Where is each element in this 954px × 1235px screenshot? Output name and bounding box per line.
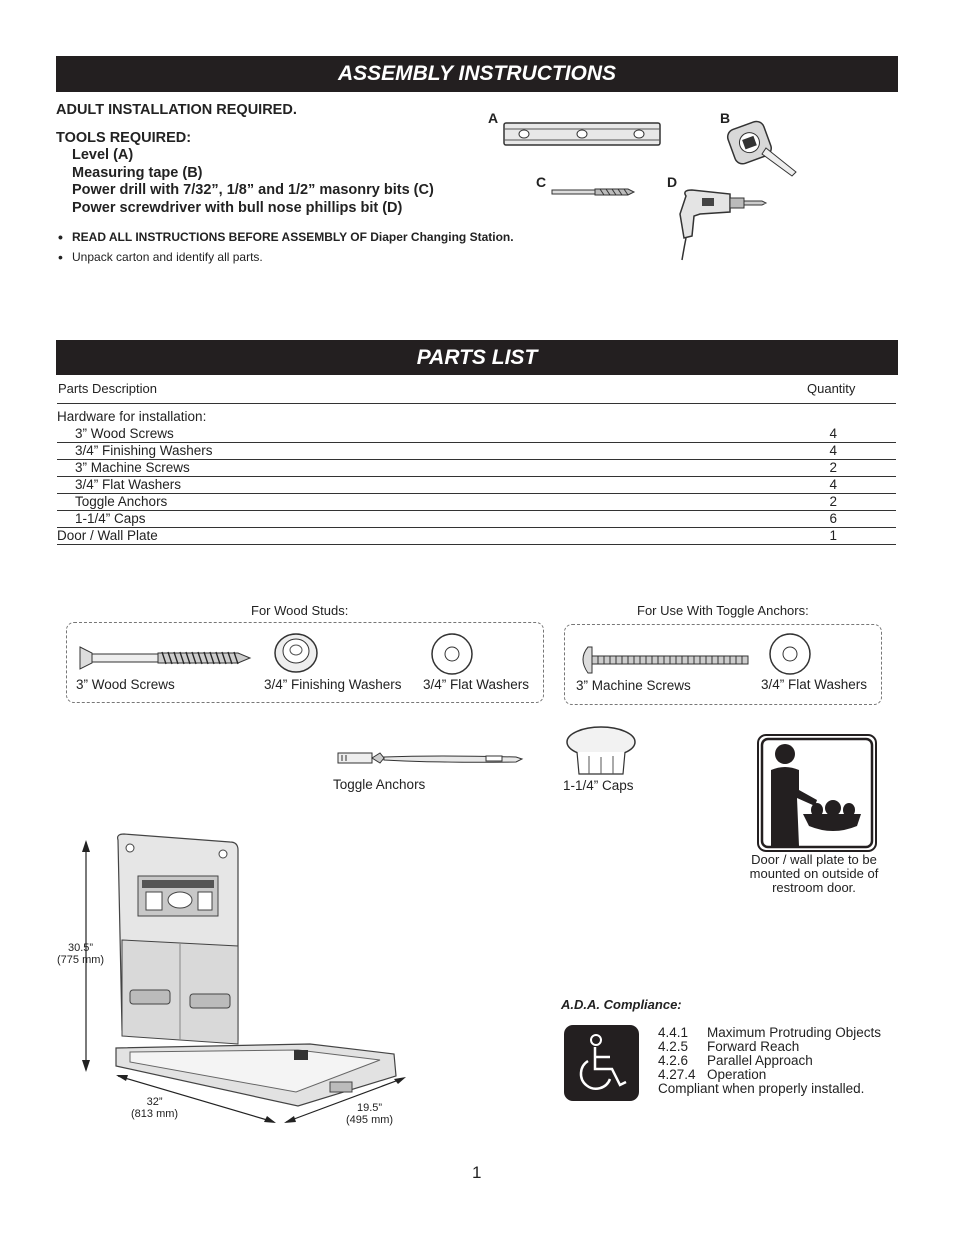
table-row xyxy=(57,460,896,477)
col-header-desc: Parts Description xyxy=(58,381,157,396)
dimension-value: 30.5” xyxy=(67,942,94,954)
table-row xyxy=(57,477,896,494)
part-desc: 3” Machine Screws xyxy=(75,460,190,475)
part-qty: 6 xyxy=(829,511,837,526)
header-rule xyxy=(57,403,896,404)
group-label: Hardware for installation: xyxy=(57,409,207,424)
part-qty: 2 xyxy=(829,460,837,475)
height-dimension-label xyxy=(57,942,104,966)
note-line: Door / wall plate to be xyxy=(751,852,877,867)
toggle-anchors-label: Toggle Anchors xyxy=(333,777,426,792)
ada-item xyxy=(658,1026,881,1040)
machine-screws-label: 3” Machine Screws xyxy=(576,678,691,693)
wall-plate-note xyxy=(744,853,884,895)
drill-bit-icon xyxy=(550,186,635,198)
table-row xyxy=(57,494,896,511)
ada-text: Forward Reach xyxy=(707,1039,800,1054)
adult-notice: ADULT INSTALLATION REQUIRED. xyxy=(56,102,297,118)
parts-group-row xyxy=(57,409,896,425)
dimension-value: (775 mm) xyxy=(57,954,105,966)
tools-list xyxy=(72,147,434,217)
part-qty: 4 xyxy=(829,443,837,458)
ada-text: Parallel Approach xyxy=(707,1053,813,1068)
page-number: 1 xyxy=(472,1163,482,1182)
part-desc: 3/4” Finishing Washers xyxy=(75,443,213,458)
power-screwdriver-icon xyxy=(672,186,772,264)
tool-letter-d: D xyxy=(667,174,678,190)
instruction-bullet xyxy=(60,250,263,264)
part-qty: 4 xyxy=(829,477,837,492)
flat-washer-icon xyxy=(768,633,812,675)
dimension-value: (813 mm) xyxy=(131,1108,179,1120)
parts-title: PARTS LIST xyxy=(416,345,538,369)
tool-letter-a: A xyxy=(488,110,499,126)
part-desc: Door / Wall Plate xyxy=(57,528,158,543)
wood-screw-icon xyxy=(78,645,253,671)
tool-letter-c: C xyxy=(536,174,547,190)
part-qty: 1 xyxy=(829,528,837,543)
tools-header: TOOLS REQUIRED: xyxy=(56,130,192,146)
finishing-washer-icon xyxy=(273,632,319,674)
cap-icon xyxy=(565,726,637,778)
part-desc: 1-1/4” Caps xyxy=(75,511,146,526)
part-qty: 4 xyxy=(829,426,837,441)
measuring-tape-icon xyxy=(726,116,801,178)
note-line: restroom door. xyxy=(772,880,856,895)
dimension-value: (495 mm) xyxy=(346,1114,394,1126)
part-desc: Toggle Anchors xyxy=(75,494,168,509)
level-icon xyxy=(502,120,662,150)
ada-list xyxy=(658,1026,881,1096)
caps-label: 1-1/4” Caps xyxy=(563,778,634,793)
ada-item xyxy=(658,1054,881,1068)
wood-screws-label: 3” Wood Screws xyxy=(76,677,175,692)
flat-washers-label: 3/4” Flat Washers xyxy=(423,677,530,692)
ada-item xyxy=(658,1040,881,1054)
part-desc: 3” Wood Screws xyxy=(75,426,174,441)
table-row xyxy=(57,426,896,443)
col-header-qty: Quantity xyxy=(807,381,856,396)
ada-note: Compliant when properly installed. xyxy=(658,1081,865,1096)
tool-item: Power drill with 7/32”, 1/8” and 1/2” masonry bits (C) xyxy=(72,182,434,198)
dimension-value: 19.5” xyxy=(356,1102,383,1114)
ada-title: A.D.A. Compliance: xyxy=(561,997,682,1012)
table-row xyxy=(57,511,896,528)
ada-code: 4.2.5 xyxy=(658,1039,689,1054)
tool-item: Measuring tape (B) xyxy=(72,164,203,181)
flat-washer-icon xyxy=(430,633,474,675)
assembly-title: ASSEMBLY INSTRUCTIONS xyxy=(337,62,617,85)
ada-text: Operation xyxy=(707,1067,767,1082)
table-row xyxy=(57,443,896,460)
flat-washers-label: 3/4” Flat Washers xyxy=(761,677,868,692)
ada-code: 4.27.4 xyxy=(658,1067,696,1082)
part-qty: 2 xyxy=(829,494,837,509)
machine-screw-icon xyxy=(576,645,752,677)
parts-banner xyxy=(56,340,898,375)
note-line: mounted on outside of xyxy=(749,866,879,881)
tool-item: Level (A) xyxy=(72,147,134,163)
changing-station-diagram xyxy=(60,830,420,1130)
table-row xyxy=(57,528,896,545)
ada-item xyxy=(658,1068,881,1082)
part-desc: 3/4” Flat Washers xyxy=(75,477,182,492)
tool-item: Power screwdriver with bull nose phillips bit (D) xyxy=(72,199,403,216)
tool-letter-b: B xyxy=(720,110,731,126)
depth-dimension-label xyxy=(346,1102,393,1126)
ada-text: Maximum Protruding Objects xyxy=(707,1025,882,1040)
finishing-washers-label: 3/4” Finishing Washers xyxy=(264,677,402,692)
width-dimension-label xyxy=(131,1096,178,1120)
baby-changing-sign-icon xyxy=(757,734,877,852)
dimension-value: 32” xyxy=(146,1096,163,1108)
wheelchair-icon xyxy=(564,1025,639,1101)
instruction-bullet xyxy=(60,230,514,244)
ada-code: 4.2.6 xyxy=(658,1053,689,1068)
toggle-anchor-icon xyxy=(336,749,524,769)
wood-studs-header: For Wood Studs: xyxy=(251,603,349,618)
bullet-text: READ ALL INSTRUCTIONS BEFORE ASSEMBLY OF Diaper Changing Station. xyxy=(72,230,514,244)
bullet-text: Unpack carton and identify all parts. xyxy=(72,250,263,264)
assembly-banner xyxy=(56,56,898,92)
toggle-anchors-header: For Use With Toggle Anchors: xyxy=(637,603,809,618)
ada-code: 4.4.1 xyxy=(658,1025,689,1040)
